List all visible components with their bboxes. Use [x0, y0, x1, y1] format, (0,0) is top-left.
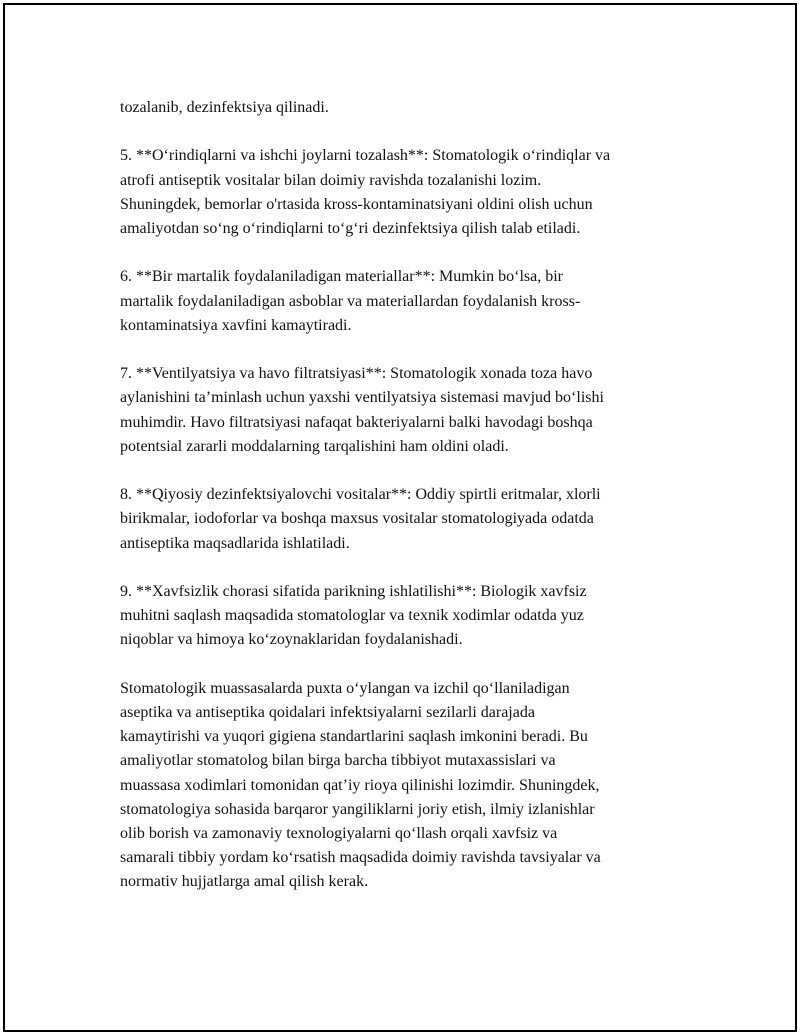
text-line: 8. **Qiyosiy dezinfektsiyalovchi vositalar**: Oddiy spirtli eritmalar, xlorli [120, 486, 601, 504]
text-line: kamaytirishi va yuqori gigiena standartlarini saqlash imkonini beradi. Bu [120, 728, 588, 746]
text-line: amaliyotdan so‘ng o‘rindiqlarni to‘g‘ri dezinfektsiya qilish talab etiladi. [120, 220, 581, 237]
text-line: normativ hujjatlarga amal qilish kerak. [120, 873, 369, 891]
text-line: muhitni saqlash maqsadida stomatologlar va texnik xodimlar odatda yuz [120, 607, 584, 625]
paragraph-item-5 [120, 144, 695, 241]
text-line: Stomatologik muassasalarda puxta o‘ylangan va izchil qo‘llaniladigan [120, 679, 570, 697]
text-line: amaliyotlar stomatolog bilan birga barcha tibbiyot mutaxassislari va [120, 752, 556, 770]
document-page [3, 3, 797, 1032]
text-line: 9. **Xavfsizlik chorasi sifatida parikning ishlatilishi**: Biologik xavfsiz [120, 582, 587, 600]
text-line: aseptika va antiseptika qoidalari infektsiyalarni sezilarli darajada [120, 703, 535, 721]
paragraph-item-8 [120, 483, 695, 556]
paragraph-item-6 [120, 265, 695, 338]
text-line: muassasa xodimlari tomonidan qat’iy rioya qilinishi lozimdir. Shuningdek, [120, 776, 600, 794]
text-line: antiseptika maqsadlarida ishlatiladi. [120, 534, 350, 552]
text-line: birikmalar, iodoforlar va boshqa maxsus vositalar stomatologiyada odatda [120, 510, 594, 528]
document-body [120, 96, 695, 919]
text-line: muhimdir. Havo filtratsiyasi nafaqat bakteriyalarni balki havodagi boshqa [120, 413, 593, 431]
text-line: potentsial zararli moddalarning tarqalishini ham oldini oladi. [120, 437, 509, 455]
paragraph-conclusion [120, 677, 695, 895]
text-line: atrofi antiseptik vositalar bilan doimiy ravishda tozalanishi lozim. [120, 171, 542, 189]
text-line: 5. **O‘rindiqlarni va ishchi joylarni tozalash**: Stomatologik o‘rindiqlar va [120, 147, 611, 165]
text-line: niqoblar va himoya ko‘zoynaklaridan foydalanishadi. [120, 631, 463, 649]
text-line: 7. **Ventilyatsiya va havo filtratsiyasi**: Stomatologik xonada toza havo [120, 365, 593, 383]
text-line: 6. **Bir martalik foydalaniladigan materiallar**: Mumkin bo‘lsa, bir [120, 268, 563, 286]
text-line: olib borish va zamonaviy texnologiyalarni qo‘llash orqali xavfsiz va [120, 825, 558, 842]
text-line: samarali tibbiy yordam ko‘rsatish maqsadida doimiy ravishda tavsiyalar va [120, 849, 601, 867]
text-line: Shuningdek, bemorlar o'rtasida kross-kontaminatsiyani oldini olish uchun [120, 195, 593, 213]
text-line: stomatologiya sohasida barqaror yangiliklarni joriy etish, ilmiy izlanishlar [120, 800, 595, 818]
text-line: tozalanib, dezinfektsiya qilinadi. [120, 99, 329, 116]
text-line: kontaminatsiya xavfini kamaytiradi. [120, 316, 352, 334]
paragraph-continuation [120, 96, 695, 120]
text-line: martalik foydalaniladigan asboblar va materiallardan foydalanish kross- [120, 292, 581, 310]
text-line: aylanishini ta’minlash uchun yaxshi ventilyatsiya sistemasi mavjud bo‘lishi [120, 389, 604, 407]
paragraph-item-7 [120, 362, 695, 459]
paragraph-item-9 [120, 580, 695, 653]
